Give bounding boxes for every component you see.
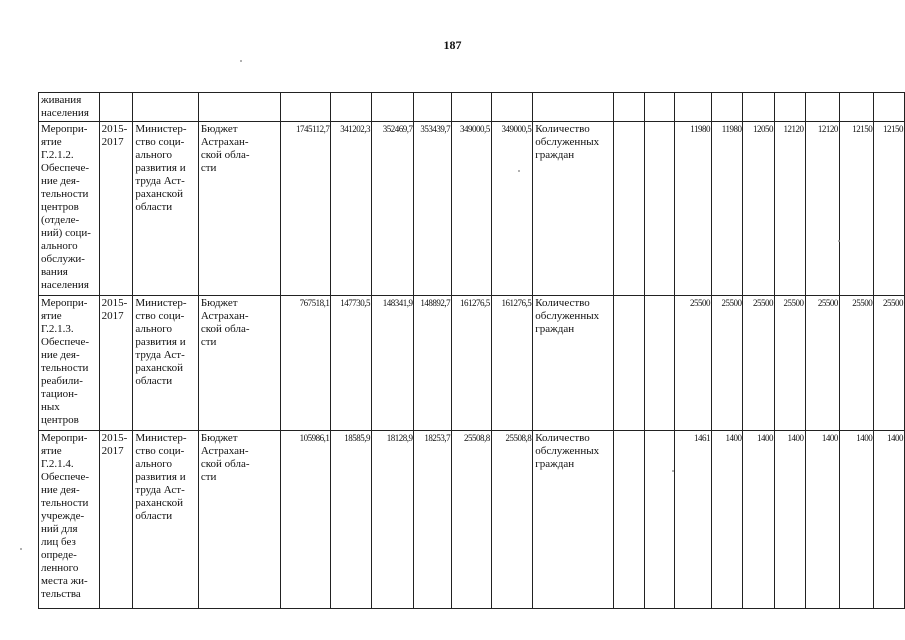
indicator-value-cell: 12120 [774, 122, 805, 296]
finance-year-cell: 18253,7 [414, 431, 452, 609]
indicator-value-cell: 25500 [839, 296, 873, 431]
finance-year-cell: 341202,3 [331, 122, 372, 296]
period-cell: 2015- 2017 [99, 122, 133, 296]
finance-year-cell: 349000,5 [491, 122, 533, 296]
finance-total-cell: 767518,1 [281, 296, 331, 431]
finance-year-cell: 25508,8 [491, 431, 533, 609]
indicator-value-cell: 12120 [805, 122, 839, 296]
activity-name-cell: Меропри- ятие Г.2.1.4. Обеспече- ние дея- тельности учрежде- ний для лиц без опреде- ленного места жи- тельства [39, 431, 100, 609]
indicator-value-cell: 12150 [839, 122, 873, 296]
finance-year-cell: 18585,9 [331, 431, 372, 609]
scan-speck [672, 470, 674, 472]
program-table [38, 92, 905, 609]
indicator-value-cell: 1461 [674, 431, 711, 609]
finance-total-cell: 1745112,7 [281, 122, 331, 296]
funding-source-cell: Бюджет Астрахан- ской обла- сти [198, 296, 280, 431]
executor-cell: Министер- ство соци- ального развития и труда Аст- раханской области [133, 122, 198, 296]
activity-name-cell: живания населения [39, 93, 100, 122]
empty-cell [613, 431, 645, 609]
indicator-value-cell: 1400 [774, 431, 805, 609]
finance-year-cell: 352469,7 [371, 122, 413, 296]
funding-source-cell: Бюджет Астрахан- ской обла- сти [198, 122, 280, 296]
finance-year-cell: 353439,7 [414, 122, 452, 296]
executor-cell: Министер- ство соци- ального развития и труда Аст- раханской области [133, 296, 198, 431]
finance-total-cell: 105986,1 [281, 431, 331, 609]
indicator-value-cell: 25500 [774, 296, 805, 431]
indicator-value-cell: 1400 [711, 431, 743, 609]
finance-year-cell: 25508,8 [452, 431, 492, 609]
indicator-value-cell: 25500 [874, 296, 905, 431]
scan-speck [518, 170, 520, 172]
indicator-value-cell: 1400 [743, 431, 775, 609]
indicator-value-cell: 12050 [743, 122, 775, 296]
finance-year-cell: 349000,5 [452, 122, 492, 296]
period-cell: 2015- 2017 [99, 431, 133, 609]
indicator-value-cell: 25500 [743, 296, 775, 431]
finance-year-cell: 148341,9 [371, 296, 413, 431]
activity-name-cell: Меропри- ятие Г.2.1.2. Обеспече- ние дея- тельности центров (отделе- ний) соци- ального обслужи- вания населения [39, 122, 100, 296]
indicator-cell: Количество обслуженных граждан [533, 122, 613, 296]
indicator-value-cell: 11980 [711, 122, 743, 296]
empty-cell [645, 431, 675, 609]
scan-speck [240, 60, 242, 62]
funding-source-cell: Бюджет Астрахан- ской обла- сти [198, 431, 280, 609]
finance-year-cell: 148892,7 [414, 296, 452, 431]
table-row [39, 122, 905, 296]
indicator-value-cell: 1400 [839, 431, 873, 609]
indicator-value-cell: 11980 [674, 122, 711, 296]
indicator-cell: Количество обслуженных граждан [533, 431, 613, 609]
indicator-cell: Количество обслуженных граждан [533, 296, 613, 431]
empty-cell [645, 122, 675, 296]
finance-year-cell: 161276,5 [452, 296, 492, 431]
continuation-row [39, 93, 905, 122]
indicator-value-cell: 25500 [711, 296, 743, 431]
indicator-value-cell: 1400 [874, 431, 905, 609]
empty-cell [613, 122, 645, 296]
empty-cell [613, 296, 645, 431]
finance-year-cell: 161276,5 [491, 296, 533, 431]
period-cell: 2015- 2017 [99, 296, 133, 431]
finance-year-cell: 147730,5 [331, 296, 372, 431]
indicator-value-cell: 25500 [674, 296, 711, 431]
scan-speck [20, 548, 22, 550]
indicator-value-cell: 12150 [874, 122, 905, 296]
page-number: 187 [443, 38, 462, 52]
activity-name-cell: Меропри- ятие Г.2.1.3. Обеспече- ние дея- тельности реабили- тацион- ных центров [39, 296, 100, 431]
indicator-value-cell: 25500 [805, 296, 839, 431]
indicator-value-cell: 1400 [805, 431, 839, 609]
executor-cell: Министер- ство соци- ального развития и труда Аст- раханской области [133, 431, 198, 609]
finance-year-cell: 18128,9 [371, 431, 413, 609]
empty-cell [645, 296, 675, 431]
table-row [39, 431, 905, 609]
table-row [39, 296, 905, 431]
scan-speck [838, 240, 840, 242]
